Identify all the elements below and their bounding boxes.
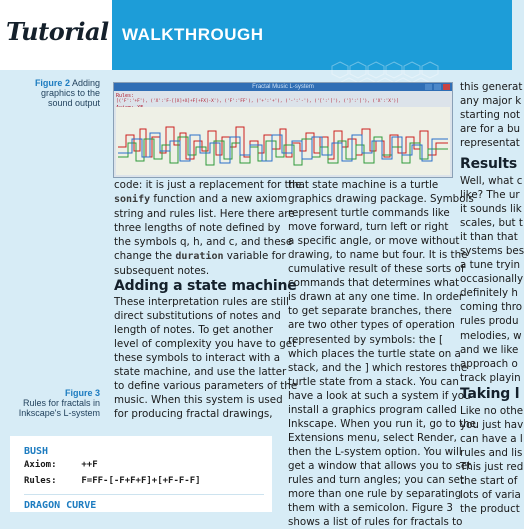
inline-code-sonify: sonify	[114, 194, 151, 206]
code-rules-row	[24, 476, 201, 486]
tutorial-label: Tutorial	[6, 17, 109, 46]
text-line: it sounds lik	[460, 203, 522, 216]
text-line: code: it is just a replacement for the	[114, 179, 302, 191]
text-line: them with a semicolon. Figure 3	[288, 502, 453, 515]
text-line: like? The ur	[460, 189, 520, 202]
figure3-caption	[2, 388, 100, 418]
code-divider	[24, 494, 264, 495]
text-line: that state machine is a turtle	[288, 179, 439, 191]
text-line: rules and lis	[460, 447, 523, 460]
text-line: can have a l	[460, 433, 523, 446]
rules-label: Rules:	[116, 93, 135, 99]
text-line: are for a bu	[460, 123, 521, 136]
column-3-mid	[460, 174, 524, 385]
text-line: This just red	[460, 461, 524, 474]
column-2	[288, 178, 476, 529]
figure2-label: Figure 2	[34, 78, 70, 88]
text-line: Extensions menu, select Render,	[288, 431, 457, 444]
text-line: commands that determines what	[288, 277, 460, 290]
code-title-bush: BUSH	[24, 446, 49, 457]
text-line: you just hav	[460, 419, 524, 432]
text-line: any major k	[460, 95, 522, 108]
text-line: melodies, w	[460, 329, 522, 342]
text-line: lots of varia	[460, 489, 521, 502]
close-button[interactable]	[443, 84, 450, 90]
text-line: the symbols q, h, and c, and these	[114, 236, 293, 249]
text-line: are two other types of operation	[288, 319, 455, 332]
text-line: approach o	[460, 357, 518, 370]
axiom-value: ++F	[81, 460, 98, 470]
axiom-text: Axiom: XF	[116, 105, 144, 111]
text-line: move forward, turn left or right	[288, 221, 449, 234]
text-line: change the duration variable for	[114, 250, 286, 263]
text-line: shows a list of rules for fractals to	[288, 516, 463, 529]
axiom-key: Axiom:	[24, 460, 57, 470]
text-line: and we like	[460, 343, 519, 356]
window-controls	[425, 84, 450, 90]
plot-line-red	[118, 127, 448, 159]
heading-state-machine: Adding a state machine	[114, 278, 297, 294]
text-line: rules and turn angles; you can set	[288, 473, 465, 486]
text-line: level of complexity you have to get	[114, 338, 297, 351]
text-line: this generat	[460, 81, 523, 93]
column-1-para1	[114, 178, 301, 278]
text-line: These interpretation rules are still	[114, 296, 289, 308]
text-line: more than one rule by separating	[288, 488, 462, 501]
text-line: turtle state from a stack. You can	[288, 375, 459, 388]
minimize-button[interactable]	[425, 84, 432, 90]
text-line: direct substitutions of notes and	[114, 310, 281, 323]
text-line: stack, and the ] which restores the	[288, 361, 468, 374]
column-3-top	[460, 80, 522, 150]
maximize-button[interactable]	[434, 84, 441, 90]
text-line: to get separate branches, there	[288, 305, 452, 318]
text-line: a tune tryin	[460, 259, 521, 272]
figure2-window	[113, 82, 453, 178]
code-axiom-row	[24, 460, 98, 470]
rules-key: Rules:	[24, 476, 57, 486]
text-line: systems bes	[460, 245, 524, 258]
text-line: graphics drawing package. Symbols	[288, 193, 474, 206]
rules-text: [('F':'+F'), ('X':'F-[[X]+X]+F[+FX]-X'), ('F':'FF'), ('+':'+'), ('-':'-'), ('[':'['), (']':']'), ('X':'X')]	[116, 99, 399, 104]
text-line: is drawn at any one time. In order	[288, 291, 464, 304]
text-line: subsequent notes.	[114, 265, 210, 278]
text-line: then the L-system option. You will	[288, 445, 462, 458]
column-3-bottom	[460, 404, 523, 516]
text-line: three lengths of note defined by	[114, 222, 281, 235]
text-line: represent turtle commands like	[288, 207, 450, 220]
text-line: have a look at such a system if you	[288, 389, 471, 402]
text-line: starting not	[460, 109, 521, 122]
text-line: the start of	[460, 475, 518, 488]
text-line: Well, what c	[460, 175, 523, 187]
text-line: definitely h	[460, 287, 518, 300]
text-line: represented by symbols: the [	[288, 333, 444, 346]
figure3-caption-line: Inkscape's L-system	[18, 408, 100, 418]
text-line: occasionally	[460, 273, 524, 286]
figure2-caption-line: sound output	[47, 98, 100, 108]
text-line: drawing, to name but four. It is the	[288, 249, 468, 262]
fractal-plot	[116, 107, 450, 175]
text-line: the product	[460, 503, 520, 516]
text-line: cumulative result of these sorts of	[288, 263, 465, 276]
text-line: for producing fractal drawings,	[114, 408, 273, 421]
figure3-label: Figure 3	[64, 388, 100, 398]
text-line: music. When this system is used	[114, 394, 283, 407]
text-line: Inkscape. When you run it, go to the	[288, 417, 476, 430]
figure2-caption-line: Adding	[71, 78, 100, 88]
heading-taking: Taking l	[460, 386, 520, 402]
text-line: to define various parameters of the	[114, 380, 298, 393]
figure2-caption	[6, 78, 100, 108]
text-line: track playin	[460, 371, 521, 384]
text-line: install a graphics program called	[288, 403, 457, 416]
text-line: representat	[460, 137, 520, 150]
figure2-caption-line: graphics to the	[40, 88, 100, 98]
rules-value: F=FF-[-F+F+F]+[+F-F-F]	[81, 476, 201, 486]
column-1-para2	[114, 295, 297, 421]
inline-code-duration: duration	[175, 251, 224, 263]
walkthrough-label: WALKTHROUGH	[122, 25, 264, 44]
figure3-caption-line: Rules for fractals in	[22, 398, 100, 408]
text-line: sonify function and a new axiom	[114, 193, 288, 206]
text-line: length of notes. To get another	[114, 324, 273, 337]
text-line: a specific angle, or move without	[288, 235, 460, 248]
text-line: Like no othe	[460, 405, 524, 417]
text-line: these symbols to interact with a	[114, 352, 281, 365]
text-line: which places the turtle state on a	[288, 347, 461, 360]
text-line: coming thro	[460, 301, 523, 314]
heading-results: Results	[460, 156, 517, 172]
text-line: it than that	[460, 231, 518, 244]
code-title-dragon: DRAGON CURVE	[24, 500, 97, 511]
text-line: scales, but t	[460, 217, 523, 230]
text-line: state machine, and use the latter	[114, 366, 287, 379]
figure2-titlebar: Fractal Music L-system	[114, 83, 452, 91]
text-line: string and rules list. Here there are	[114, 208, 295, 221]
code-panel	[10, 436, 272, 512]
text-line: rules produ	[460, 315, 519, 328]
text-line: get a window that allows you to set	[288, 459, 472, 472]
